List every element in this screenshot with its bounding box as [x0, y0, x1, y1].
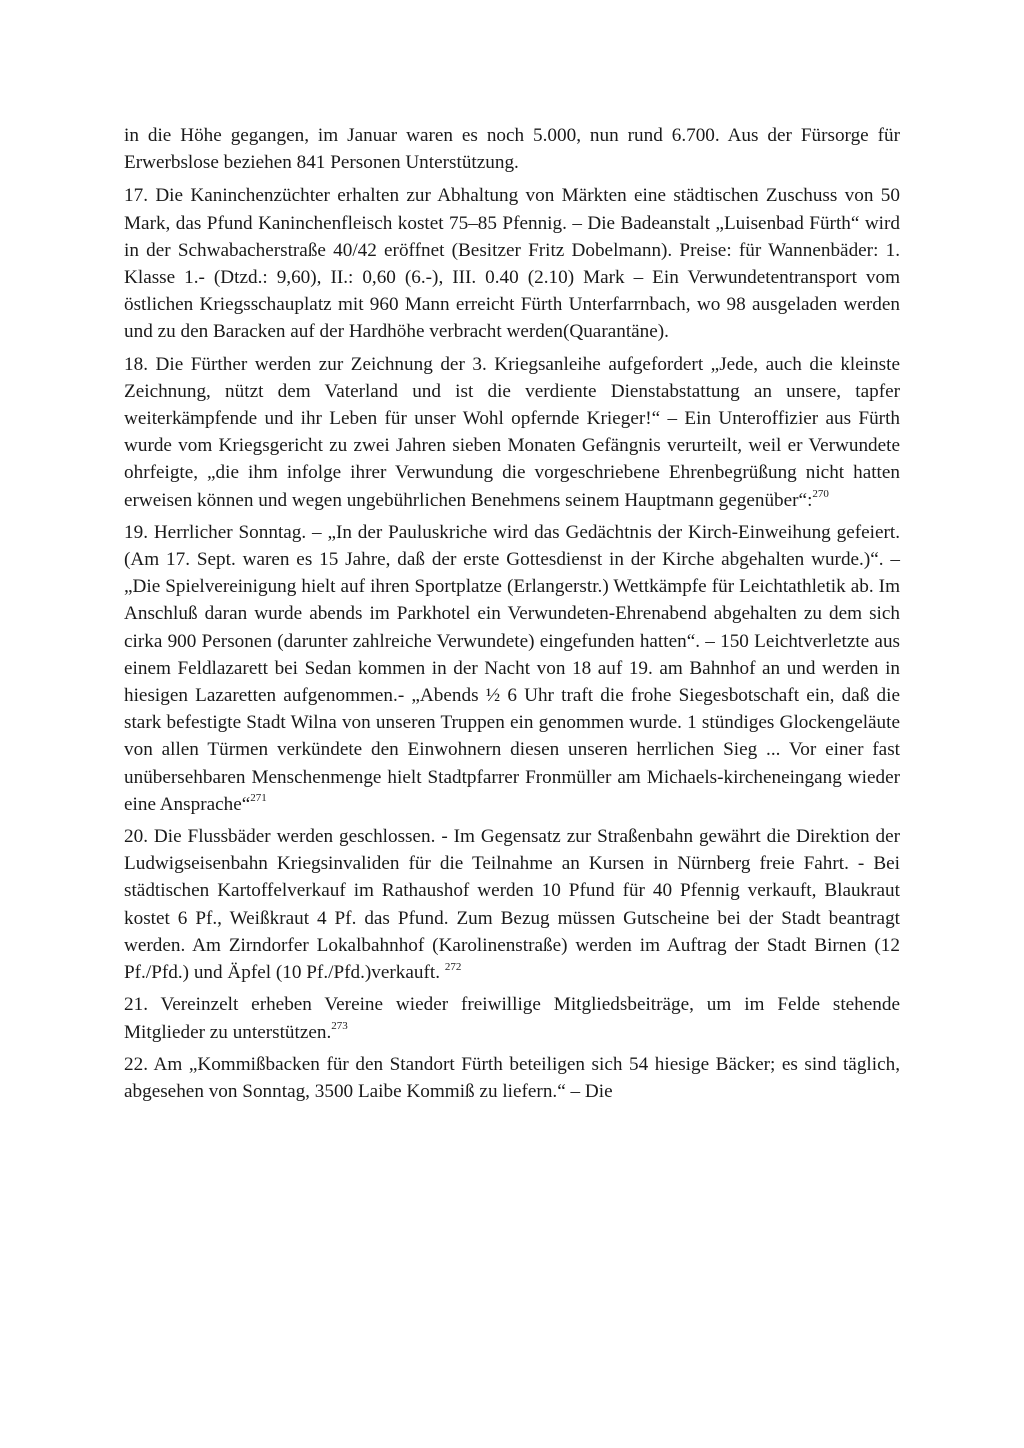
- paragraph-entry-17: [124, 182, 900, 345]
- footnote-reference[interactable]: 273: [331, 1020, 348, 1033]
- paragraph-text: 22. Am „Kommißbacken für den Standort Fürth beteiligen sich 54 hiesige Bäcker; es sind täglich, abgesehen von Sonntag, 3500 Laibe Kommiß zu liefern.“ – Die: [124, 1053, 900, 1102]
- paragraph-entry-22: [124, 1051, 900, 1105]
- paragraph-text: 21. Vereinzelt erheben Vereine wieder freiwillige Mitgliedsbeiträge, um im Felde stehende Mitglieder zu unterstützen.: [124, 994, 900, 1043]
- paragraph-entry-21: [124, 991, 900, 1045]
- paragraph-text: 18. Die Fürther werden zur Zeichnung der 3. Kriegsanleihe aufgefordert „Jede, auch die kleinste Zeichnung, nützt dem Vaterland und ist die verdiente Dienstabstattung an unsere, tapfer weiterkämpfende und ihr Leben für unser Wohl opfernde Krieger!“ – Ein Unteroffizier aus Fürth wurde vom Kriegsgericht zu zwei Jahren sieben Monaten Gefängnis verurteilt, weil er Verwundete ohrfeigte, „die ihm infolge ihrer Verwundung die vorgeschriebene Ehrenbegrüßung nicht hatten erweisen können und wegen ungebührlichen Benehmens seinem Hauptmann gegenüber“:: [124, 353, 900, 511]
- footnote-reference[interactable]: 270: [812, 488, 829, 501]
- paragraph-text: 17. Die Kaninchenzüchter erhalten zur Abhaltung von Märkten eine städtischen Zuschuss von 50 Mark, das Pfund Kaninchenfleisch kostet 75–85 Pfennig. – Die Badeanstalt „Luisenbad Fürth“ wird in der Schwabacherstraße 40/42 eröffnet (Besitzer Fritz Dobelmann). Preise: für Wannenbäder: 1. Klasse 1.- (Dtzd.: 9,60), II.: 0,60 (6.-), III. 0.40 (2.10) Mark – Ein Verwundetentransport vom östlichen Kriegsschauplatz mit 960 Mann erreicht Fürth Unterfarrnbach, wo 98 ausgeladen werden und zu den Baracken auf der Hardhöhe verbracht werden(Quarantäne).: [124, 185, 900, 343]
- footnote-reference[interactable]: 272: [444, 960, 462, 973]
- paragraph-entry-20: [124, 823, 900, 986]
- paragraph-entry-19: [124, 519, 900, 818]
- paragraph-continuation: [124, 122, 900, 176]
- document-page: [124, 122, 900, 1110]
- paragraph-text: 20. Die Flussbäder werden geschlossen. - Im Gegensatz zur Straßenbahn gewährt die Direktion der Ludwigseisenbahn Kriegsinvaliden für die Teilnahme an Kursen in Nürnberg freie Fahrt. - Bei städtischen Kartoffelverkauf im Rathaushof werden 10 Pfund für 40 Pfennig verkauft, Blaukraut kostet 6 Pf., Weißkraut 4 Pf. das Pfund. Zum Bezug müssen Gutscheine bei der Stadt beantragt werden. Am Zirndorfer Lokalbahnhof (Karolinenstraße) werden im Auftrag der Stadt Birnen (12 Pf./Pfd.) und Äpfel (10 Pf./Pfd.)verkauft.: [124, 826, 900, 984]
- paragraph-text: 19. Herrlicher Sonntag. – „In der Pauluskriche wird das Gedächtnis der Kirch-Einweihung gefeiert. (Am 17. Sept. waren es 15 Jahre, daß der erste Gottesdienst in der Kirche abgehalten wurde.)“. – „Die Spielvereinigung hielt auf ihren Sportplatze (Erlangerstr.) Wettkämpfe für Leichtathletik ab. Im Anschluß daran wurde abends im Parkhotel ein Verwundeten-Ehrenabend abgehalten zu dem sich cirka 900 Personen (darunter zahlreiche Verwundete) eingefunden hatten“. – 150 Leichtverletzte aus einem Feldlazarett bei Sedan kommen in der Nacht von 18 auf 19. am Bahnhof an und werden in hiesigen Lazaretten aufgenommen.- „Abends ½ 6 Uhr traft die frohe Siegesbotschaft ein, daß die stark befestigte Stadt Wilna von unseren Truppen ein genommen wurde. 1 stündiges Glockengeläute von allen Türmen verkündete den Einwohnern diesen unseren herrlichen Sieg ... Vor einer fast unübersehbaren Menschenmenge hielt Stadtpfarrer Fronmüller am Michaels-kircheneingang wieder eine Ansprache“: [124, 521, 900, 815]
- footnote-reference[interactable]: 271: [250, 792, 267, 805]
- paragraph-text: in die Höhe gegangen, im Januar waren es noch 5.000, nun rund 6.700. Aus der Fürsorge für Erwerbslose beziehen 841 Personen Unterstützung.: [124, 125, 900, 174]
- paragraph-entry-18: [124, 351, 900, 514]
